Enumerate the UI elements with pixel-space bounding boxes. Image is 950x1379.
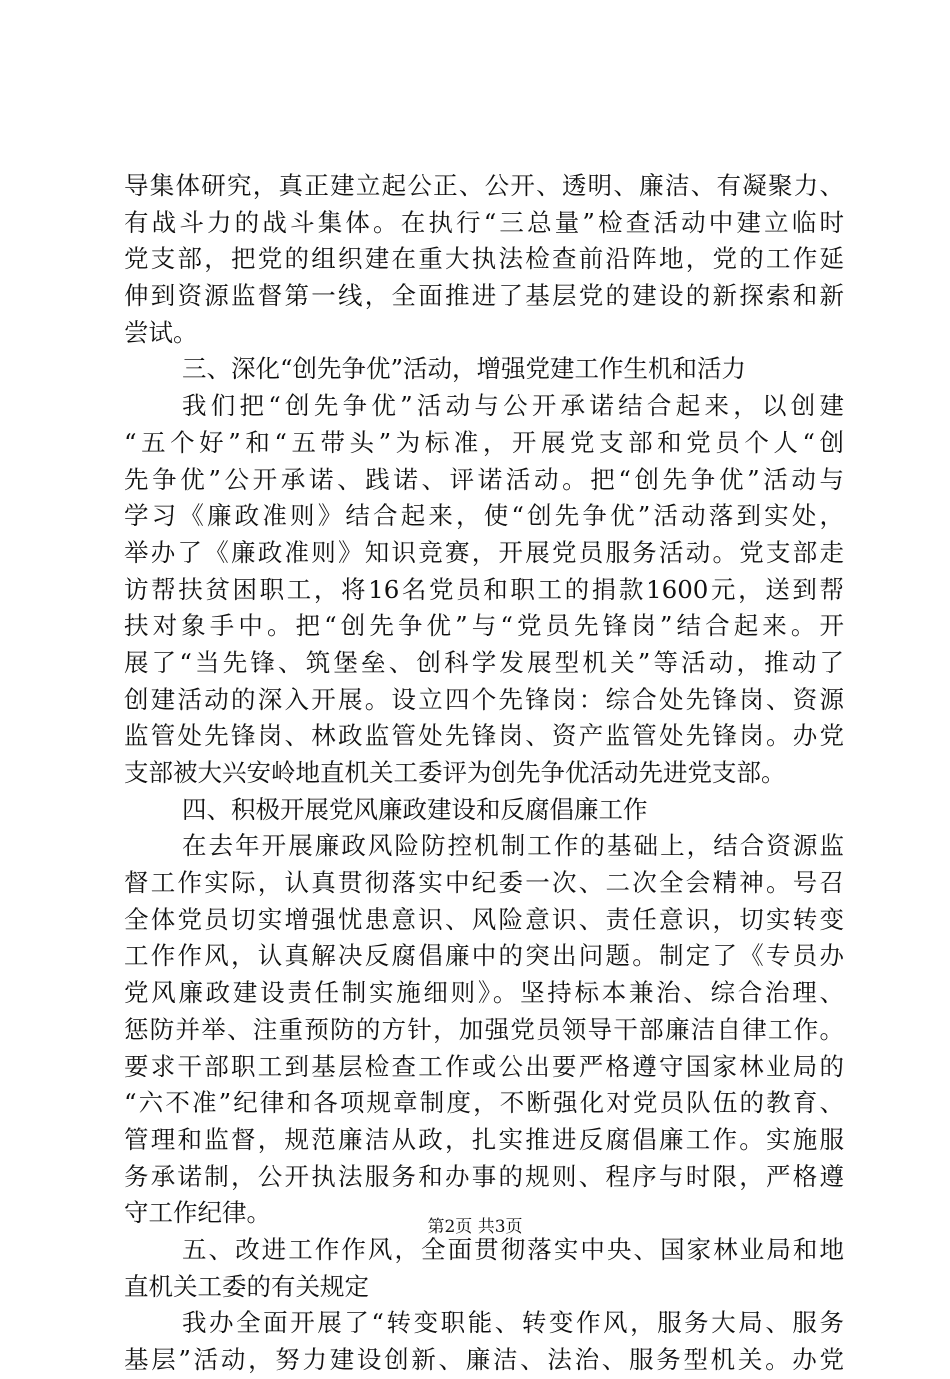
text-line: “五个好”和“五带头”为标准，开展党支部和党员个人“创 [124, 427, 844, 457]
text-line: 工作作风，认真解决反腐倡廉中的突出问题。制定了《专员办 [124, 941, 844, 971]
section-heading: 四、积极开展党风廉政建设和反腐倡廉工作 [182, 794, 648, 824]
text-line: 我办全面开展了“转变职能、转变作风，服务大局、服务 [182, 1308, 844, 1338]
text-line: 学习《廉政准则》结合起来，使“创先争优”活动落到实处， [124, 501, 844, 531]
text-line: 有战斗力的战斗集体。在执行“三总量”检查活动中建立临时 [124, 207, 844, 237]
text-line: “六不准”纪律和各项规章制度，不断强化对党员队伍的教育、 [124, 1088, 844, 1118]
text-line: 扶对象手中。把“创先争优”与“党员先锋岗”结合起来。开 [124, 611, 844, 641]
text-line: 务承诺制，公开执法服务和办事的规则、程序与时限，严格遵 [124, 1161, 844, 1191]
text-line: 督工作实际，认真贯彻落实中纪委一次、二次全会精神。号召 [124, 868, 844, 898]
text-line: 在去年开展廉政风险防控机制工作的基础上，结合资源监 [182, 831, 844, 861]
text-line: 伸到资源监督第一线，全面推进了基层党的建设的新探索和新 [124, 281, 844, 311]
text-line: 管理和监督，规范廉洁从政，扎实推进反腐倡廉工作。实施服 [124, 1124, 844, 1154]
page-number: 第2页 共3页 [427, 1217, 523, 1237]
text-line: 要求干部职工到基层检查工作或公出要严格遵守国家林业局的 [124, 1051, 844, 1081]
text-line: 举办了《廉政准则》知识竞赛，开展党员服务活动。党支部走 [124, 537, 844, 567]
text-line: 创建活动的深入开展。设立四个先锋岗：综合处先锋岗、资源 [124, 684, 844, 714]
text-line: 守工作纪律。 [124, 1198, 271, 1228]
document-body [124, 168, 844, 1379]
text-line: 先争优”公开承诺、践诺、评诺活动。把“创先争优”活动与 [124, 464, 844, 494]
text-line: 支部被大兴安岭地直机关工委评为创先争优活动先进党支部。 [124, 758, 786, 787]
section-heading-continued: 直机关工委的有关规定 [124, 1271, 369, 1301]
text-line: 基层”活动，努力建设创新、廉洁、法治、服务型机关。办党 [124, 1345, 844, 1374]
text-line: 导集体研究，真正建立起公正、公开、透明、廉洁、有凝聚力、 [124, 171, 844, 200]
text-line: 我们把“创先争优”活动与公开承诺结合起来，以创建 [182, 391, 844, 421]
text-line: 监管处先锋岗、林政监管处先锋岗、资产监管处先锋岗。办党 [124, 721, 844, 751]
section-heading: 五、改进工作作风，全面贯彻落实中央、国家林业局和地 [182, 1234, 844, 1264]
section-heading: 三、深化“创先争优”活动，增强党建工作生机和活力 [182, 354, 747, 384]
text-line: 展了“当先锋、筑堡垒、创科学发展型机关”等活动，推动了 [124, 647, 844, 677]
text-line: 访帮扶贫困职工，将16名党员和职工的捐款1600元，送到帮 [124, 574, 844, 604]
text-line: 全体党员切实增强忧患意识、风险意识、责任意识，切实转变 [124, 904, 844, 934]
text-line: 党风廉政建设责任制实施细则》。坚持标本兼治、综合治理、 [124, 978, 844, 1008]
text-line: 党支部，把党的组织建在重大执法检查前沿阵地，党的工作延 [124, 244, 844, 274]
text-line: 尝试。 [124, 317, 198, 347]
text-line: 惩防并举、注重预防的方针，加强党员领导干部廉洁自律工作。 [124, 1014, 844, 1044]
